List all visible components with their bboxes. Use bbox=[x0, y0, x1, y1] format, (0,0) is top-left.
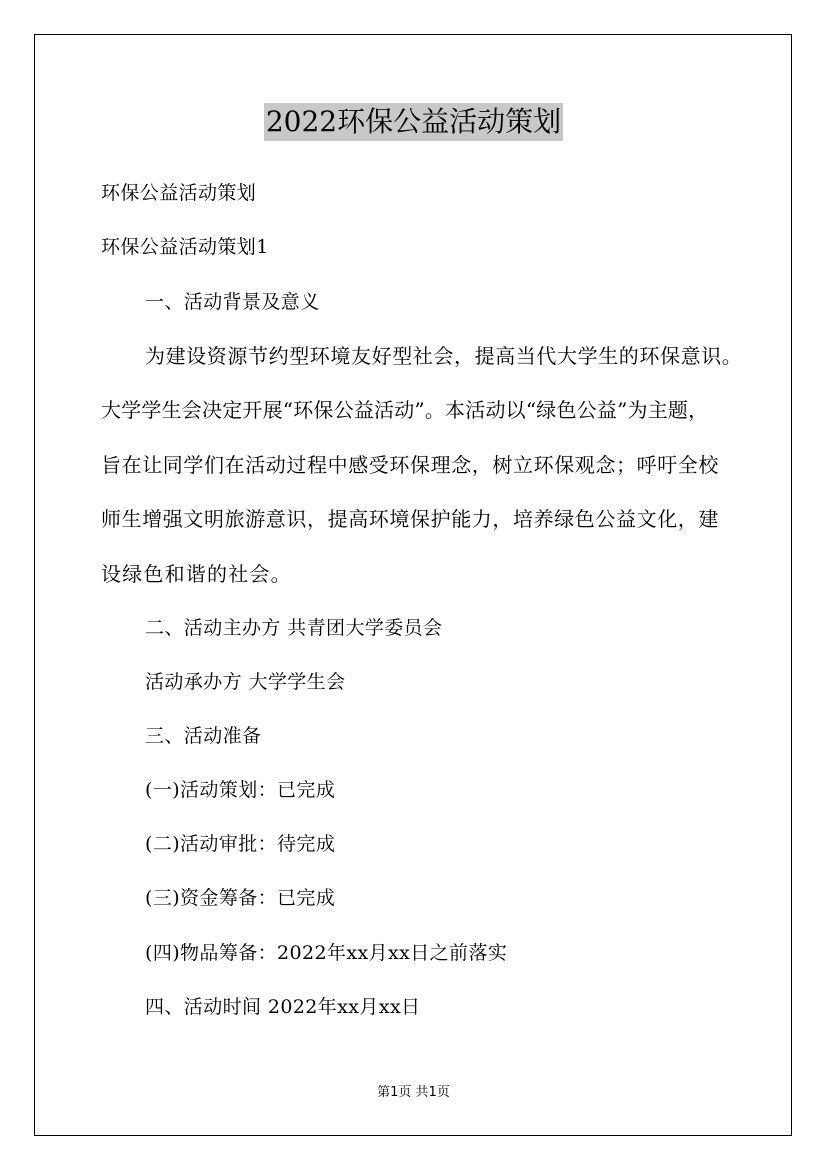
section-1-body-line: 大学学生会决定开展“环保公益活动”。本活动以“绿色公益”为主题， bbox=[101, 398, 709, 422]
section-1-body-line: 旨在让同学们在活动过程中感受环保理念，树立环保观念；呼吁全校 bbox=[101, 453, 719, 477]
organizer-line: 活动承办方 大学学生会 bbox=[145, 671, 346, 693]
section-1-body-line: 师生增强文明旅游意识，提高环境保护能力，培养绿色公益文化，建 bbox=[101, 507, 719, 531]
prep-item: (二)活动审批：待完成 bbox=[145, 833, 336, 855]
heading-1: 环保公益活动策划 bbox=[101, 182, 257, 204]
section-3-title: 三、活动准备 bbox=[145, 725, 262, 747]
prep-item: (三)资金筹备：已完成 bbox=[145, 887, 336, 909]
section-2-title: 二、活动主办方 共青团大学委员会 bbox=[145, 617, 443, 639]
prep-item: (四)物品筹备：2022年xx月xx日之前落实 bbox=[145, 942, 508, 964]
section-4-title: 四、活动时间 2022年xx月xx日 bbox=[145, 996, 421, 1018]
section-1-body-line: 设绿色和谐的社会。 bbox=[101, 562, 292, 586]
title-container bbox=[0, 103, 827, 141]
section-1-title: 一、活动背景及意义 bbox=[145, 291, 320, 313]
section-1-body-line: 为建设资源节约型环境友好型社会，提高当代大学生的环保意识。 bbox=[145, 344, 743, 368]
document-title: 2022环保公益活动策划 bbox=[264, 103, 563, 141]
heading-2: 环保公益活动策划1 bbox=[101, 236, 269, 258]
prep-item: (一)活动策划：已完成 bbox=[145, 779, 336, 801]
page-footer: 第1页 共1页 bbox=[377, 1085, 450, 1100]
